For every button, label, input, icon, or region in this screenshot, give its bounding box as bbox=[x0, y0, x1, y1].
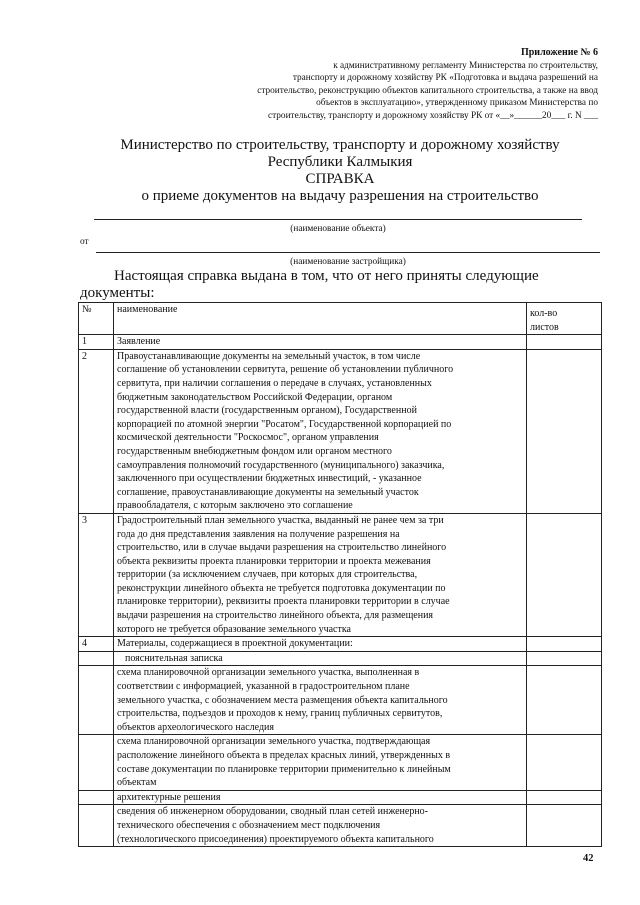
row-name bbox=[114, 637, 527, 652]
document-title: СПРАВКА bbox=[305, 171, 375, 187]
row-num: 2 bbox=[79, 349, 114, 513]
table-subrow bbox=[79, 666, 602, 735]
document-header bbox=[60, 137, 620, 205]
sub-num bbox=[79, 651, 114, 666]
row-qty bbox=[527, 666, 602, 735]
row-line: выдачи разрешения на строительство линейного объекта, для размещения bbox=[117, 610, 434, 622]
row-qty bbox=[527, 651, 602, 666]
row-name bbox=[114, 335, 527, 350]
row-line: государственной власти (государственным органом), Государственной bbox=[117, 405, 417, 417]
row-line: Заявление bbox=[117, 336, 161, 348]
header-qty bbox=[527, 303, 602, 335]
sub-name bbox=[114, 735, 527, 790]
developer-line bbox=[96, 252, 600, 253]
sub-name bbox=[114, 790, 527, 805]
table-row bbox=[79, 637, 602, 652]
header-num: № bbox=[79, 303, 114, 335]
ministry-region: Республики Калмыкия bbox=[267, 154, 413, 170]
row-num: 4 bbox=[79, 637, 114, 652]
row-line: года до дня представления заявления на получение разрешения на bbox=[117, 528, 400, 540]
row-num: 1 bbox=[79, 335, 114, 350]
row-qty bbox=[527, 637, 602, 652]
row-line: схема планировочной организации земельного участка, подтверждающая bbox=[117, 736, 431, 748]
sub-num bbox=[79, 735, 114, 790]
from-label: от bbox=[80, 237, 89, 247]
row-line: соглашение об установлении сервитута, решение об установлении публичного bbox=[117, 364, 454, 376]
row-qty bbox=[527, 805, 602, 847]
sub-num bbox=[79, 790, 114, 805]
row-name bbox=[114, 349, 527, 513]
table-subrow bbox=[79, 651, 602, 666]
row-line: сведения об инженерном оборудовании, сводный план сетей инженерно- bbox=[117, 806, 429, 818]
table-header-row bbox=[79, 303, 602, 335]
row-line: пояснительная записка bbox=[125, 652, 223, 664]
row-line: расположение линейного объекта в пределах красных линий, утвержденных в bbox=[117, 750, 451, 761]
object-name-caption: (наименование объекта) bbox=[290, 224, 386, 234]
developer-caption: (наименование застройщика) bbox=[290, 257, 406, 267]
table-row bbox=[79, 349, 602, 513]
row-line: государственным внебюджетным фондом или органом местного bbox=[117, 445, 392, 457]
row-line: корпорацией по атомной энергии "Росатом", Государственной корпорацией по bbox=[117, 418, 452, 430]
row-line: реконструкции линейного объекта не требуется подготовка документации по bbox=[117, 582, 446, 594]
sub-name bbox=[114, 666, 527, 735]
row-line: схема планировочной организации земельного участка, выполненная в bbox=[117, 667, 420, 679]
row-line: архитектурные решения bbox=[117, 791, 221, 803]
document-subtitle: о приеме документов на выдачу разрешения на строительство bbox=[141, 188, 539, 204]
row-line: Правоустанавливающие документы на земельный участок, в том числе bbox=[117, 350, 421, 362]
appendix-line: строительству, транспорту и дорожному хозяйству РК от «__»______20___ г. N ___ bbox=[267, 110, 598, 121]
row-line: планировке территории), реквизиты проекта планировки территории в случае bbox=[117, 596, 450, 608]
intro-line: документы: bbox=[80, 285, 155, 301]
row-line: (технологического присоединения) проектируемого объекта капитального bbox=[117, 833, 434, 845]
row-line: соглашение, правоустанавливающие документы на земельный участок bbox=[117, 486, 419, 498]
sub-name bbox=[114, 805, 527, 847]
row-line: самоуправления полномочий государственного (муниципального) заказчика, bbox=[117, 459, 445, 471]
appendix-line: транспорту и дорожному хозяйству РК «Подготовка и выдача разрешений на bbox=[292, 73, 598, 84]
documents-table bbox=[78, 302, 602, 847]
appendix-line: строительство, реконструкцию объектов капитального строительства, а также на ввод bbox=[257, 85, 598, 96]
table-row bbox=[79, 335, 602, 350]
appendix-line: к административному регламенту Министерства по строительству, bbox=[333, 60, 598, 71]
table-subrow bbox=[79, 790, 602, 805]
sub-name bbox=[114, 651, 527, 666]
row-line: объекта реквизиты проекта планировки территории и проекта межевания bbox=[117, 555, 431, 567]
row-qty bbox=[527, 735, 602, 790]
row-line: земельного участка, с обозначением места размещения объекта капитального bbox=[117, 694, 448, 706]
row-line: космической деятельности "Роскосмос", органом управления bbox=[117, 432, 379, 444]
header-qty-line: кол-во bbox=[530, 308, 558, 319]
header-qty-line: листов bbox=[530, 321, 559, 333]
sub-num bbox=[79, 805, 114, 847]
row-qty bbox=[527, 513, 602, 636]
row-line: строительство, или в случае выдачи разрешения на строительство линейного bbox=[117, 542, 447, 554]
row-qty bbox=[527, 349, 602, 513]
table-row bbox=[79, 513, 602, 636]
row-line: объектов археологического наследия bbox=[117, 721, 274, 733]
appendix-title: Приложение № 6 bbox=[520, 47, 598, 58]
appendix-block bbox=[180, 47, 598, 123]
row-line: соответствии с информацией, указанной в градостроительном плане bbox=[117, 681, 410, 693]
row-line: которого не требуется образование земельного участка bbox=[117, 623, 351, 635]
row-line: Градостроительный план земельного участка, выданный не ранее чем за три bbox=[117, 514, 444, 526]
row-line: Материалы, содержащиеся в проектной документации: bbox=[117, 638, 353, 650]
row-num: 3 bbox=[79, 513, 114, 636]
table-subrow bbox=[79, 735, 602, 790]
row-line: бюджетным законодательством Российской Федерации, органом bbox=[117, 391, 393, 403]
row-name bbox=[114, 513, 527, 636]
row-line: составе документации по планировке территории применительно к линейным bbox=[117, 763, 451, 775]
object-name-line bbox=[94, 219, 582, 220]
row-line: сервитута, при наличии соглашения о передаче в случаях, установленных bbox=[117, 377, 432, 389]
page-number: 42 bbox=[583, 853, 594, 864]
row-line: заключенного при осуществлении бюджетных инвестиций, - указанное bbox=[117, 473, 422, 485]
intro-line: Настоящая справка выдана в том, что от него приняты следующие bbox=[114, 268, 539, 284]
row-line: территории (за исключением случаев, при которых для строительства, bbox=[117, 569, 418, 581]
appendix-line: объектов в эксплуатацию», утвержденному приказом Министерства по bbox=[316, 98, 598, 109]
row-qty bbox=[527, 335, 602, 350]
row-line: технического обеспечения с обозначением мест подключения bbox=[117, 819, 381, 831]
row-line: правообладателя, с которым заключено это соглашение bbox=[117, 500, 353, 512]
header-name: наименование bbox=[114, 303, 527, 335]
ministry-name: Министерство по строительству, транспорту и дорожному хозяйству bbox=[120, 137, 560, 153]
table-subrow bbox=[79, 805, 602, 847]
row-line: объектам bbox=[117, 777, 157, 789]
row-qty bbox=[527, 790, 602, 805]
sub-num bbox=[79, 666, 114, 735]
row-line: строительства, подъездов и проходов к нему, границ публичных сервитутов, bbox=[117, 708, 443, 720]
intro-text bbox=[80, 268, 580, 302]
